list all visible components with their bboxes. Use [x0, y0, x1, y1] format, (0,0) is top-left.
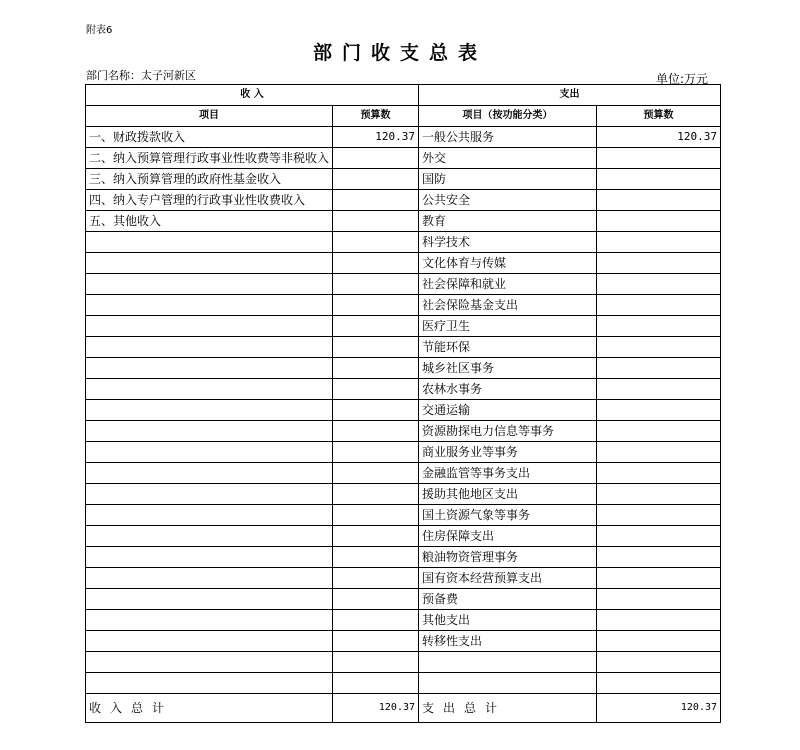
budget-table-body [86, 85, 721, 723]
income-item-header: 项目 [86, 106, 333, 127]
department-name: 部门名称：太子河新区 [86, 69, 196, 82]
expense-amount-cell [597, 547, 721, 568]
expense-item-cell: 城乡社区事务 [419, 358, 597, 379]
expense-item-cell: 交通运输 [419, 400, 597, 421]
expense-amount-cell [597, 358, 721, 379]
income-item-cell [86, 400, 333, 421]
table-row [86, 148, 721, 169]
expense-amount-cell [597, 232, 721, 253]
income-item-cell: 三、纳入预算管理的政府性基金收入 [86, 169, 333, 190]
expense-amount-cell [597, 316, 721, 337]
income-item-cell [86, 484, 333, 505]
table-row [86, 127, 721, 148]
income-item-cell: 一、财政拨款收入 [86, 127, 333, 148]
income-amount-cell [333, 190, 419, 211]
expense-item-cell: 农林水事务 [419, 379, 597, 400]
expense-section-header: 支出 [419, 85, 721, 106]
table-row [86, 526, 721, 547]
expense-item-cell: 文化体育与传媒 [419, 253, 597, 274]
expense-item-cell: 国土资源气象等事务 [419, 505, 597, 526]
income-amount-cell [333, 652, 419, 673]
income-item-cell [86, 463, 333, 484]
income-amount-cell [333, 568, 419, 589]
income-amount-cell [333, 610, 419, 631]
expense-amount-cell [597, 589, 721, 610]
table-row [86, 463, 721, 484]
income-item-cell [86, 274, 333, 295]
expense-item-cell: 援助其他地区支出 [419, 484, 597, 505]
table-row [86, 358, 721, 379]
table-row [86, 274, 721, 295]
income-item-cell [86, 568, 333, 589]
expense-amount-cell [597, 253, 721, 274]
expense-amount-cell [597, 337, 721, 358]
income-item-cell [86, 652, 333, 673]
header-row-sections [86, 85, 721, 106]
table-row [86, 505, 721, 526]
expense-amount-cell [597, 274, 721, 295]
table-row [86, 232, 721, 253]
expense-total-label: 支出总计 [419, 694, 597, 723]
expense-amount-cell [597, 442, 721, 463]
income-item-cell [86, 505, 333, 526]
expense-amount-cell [597, 526, 721, 547]
income-amount-cell [333, 358, 419, 379]
expense-item-cell: 转移性支出 [419, 631, 597, 652]
income-amount-cell [333, 169, 419, 190]
income-item-cell [86, 253, 333, 274]
income-item-cell: 二、纳入预算管理行政事业性收费等非税收入 [86, 148, 333, 169]
table-row [86, 253, 721, 274]
income-amount-cell [333, 631, 419, 652]
income-amount-cell [333, 547, 419, 568]
income-total-label: 收入总计 [86, 694, 333, 723]
income-amount-cell [333, 463, 419, 484]
expense-amount-cell [597, 631, 721, 652]
income-item-cell [86, 232, 333, 253]
income-amount-cell [333, 484, 419, 505]
income-amount-cell [333, 316, 419, 337]
expense-amount-cell [597, 652, 721, 673]
table-row [86, 169, 721, 190]
income-item-cell [86, 631, 333, 652]
income-item-cell [86, 295, 333, 316]
expense-item-cell: 粮油物资管理事务 [419, 547, 597, 568]
table-row [86, 610, 721, 631]
expense-item-cell: 资源勘探电力信息等事务 [419, 421, 597, 442]
expense-amount-cell [597, 568, 721, 589]
table-row [86, 190, 721, 211]
expense-item-header: 项目（按功能分类） [419, 106, 597, 127]
expense-item-cell: 一般公共服务 [419, 127, 597, 148]
expense-amount-cell [597, 673, 721, 694]
header-row-columns [86, 106, 721, 127]
expense-amount-cell [597, 190, 721, 211]
table-row [86, 547, 721, 568]
expense-amount-cell [597, 421, 721, 442]
table-row [86, 652, 721, 673]
income-amount-cell [333, 442, 419, 463]
income-total-amount: 120.37 [333, 694, 419, 723]
income-amount-cell [333, 148, 419, 169]
income-item-cell [86, 379, 333, 400]
budget-table [85, 84, 721, 723]
expense-amount-cell [597, 379, 721, 400]
income-amount-cell [333, 295, 419, 316]
expense-item-cell: 医疗卫生 [419, 316, 597, 337]
expense-item-cell [419, 652, 597, 673]
income-amount-cell [333, 211, 419, 232]
income-item-cell [86, 673, 333, 694]
expense-item-cell: 金融监管等事务支出 [419, 463, 597, 484]
expense-amount-cell [597, 484, 721, 505]
expense-amount-cell [597, 295, 721, 316]
table-row [86, 295, 721, 316]
income-section-header: 收 入 [86, 85, 419, 106]
expense-amount-cell [597, 400, 721, 421]
income-amount-cell [333, 526, 419, 547]
expense-amount-cell: 120.37 [597, 127, 721, 148]
income-item-cell [86, 610, 333, 631]
table-row [86, 379, 721, 400]
expense-item-cell: 节能环保 [419, 337, 597, 358]
income-item-cell [86, 526, 333, 547]
table-row [86, 211, 721, 232]
totals-row [86, 694, 721, 723]
expense-amount-cell [597, 148, 721, 169]
expense-item-cell: 社会保险基金支出 [419, 295, 597, 316]
income-item-cell [86, 358, 333, 379]
table-row [86, 484, 721, 505]
table-row [86, 400, 721, 421]
income-item-cell: 四、纳入专户管理的行政事业性收费收入 [86, 190, 333, 211]
income-amount-cell [333, 400, 419, 421]
income-amount-cell [333, 274, 419, 295]
table-row [86, 421, 721, 442]
income-amount-cell: 120.37 [333, 127, 419, 148]
income-item-cell [86, 442, 333, 463]
expense-amount-cell [597, 610, 721, 631]
expense-item-cell: 商业服务业等事务 [419, 442, 597, 463]
annex-label: 附表6 [86, 25, 113, 36]
income-amount-cell [333, 673, 419, 694]
table-row [86, 337, 721, 358]
expense-item-cell: 科学技术 [419, 232, 597, 253]
income-amount-cell [333, 589, 419, 610]
income-amount-cell [333, 421, 419, 442]
table-row [86, 589, 721, 610]
expense-item-cell: 其他支出 [419, 610, 597, 631]
income-item-cell: 五、其他收入 [86, 211, 333, 232]
expense-amount-cell [597, 505, 721, 526]
expense-budget-header: 预算数 [597, 106, 721, 127]
table-row [86, 316, 721, 337]
income-amount-cell [333, 232, 419, 253]
income-item-cell [86, 589, 333, 610]
expense-item-cell: 国有资本经营预算支出 [419, 568, 597, 589]
income-item-cell [86, 547, 333, 568]
table-row [86, 631, 721, 652]
income-item-cell [86, 421, 333, 442]
expense-item-cell: 国防 [419, 169, 597, 190]
expense-amount-cell [597, 169, 721, 190]
income-budget-header: 预算数 [333, 106, 419, 127]
expense-item-cell: 外交 [419, 148, 597, 169]
income-item-cell [86, 337, 333, 358]
expense-item-cell: 公共安全 [419, 190, 597, 211]
expense-item-cell: 教育 [419, 211, 597, 232]
page-title: 部门收支总表 [312, 42, 487, 64]
table-row [86, 442, 721, 463]
table-row [86, 673, 721, 694]
income-item-cell [86, 316, 333, 337]
expense-item-cell: 住房保障支出 [419, 526, 597, 547]
expense-item-cell: 社会保障和就业 [419, 274, 597, 295]
expense-total-amount: 120.37 [597, 694, 721, 723]
expense-amount-cell [597, 463, 721, 484]
income-amount-cell [333, 379, 419, 400]
unit-label: 单位:万元 [656, 72, 709, 86]
income-amount-cell [333, 337, 419, 358]
expense-item-cell: 预备费 [419, 589, 597, 610]
table-row [86, 568, 721, 589]
income-amount-cell [333, 253, 419, 274]
income-amount-cell [333, 505, 419, 526]
expense-item-cell [419, 673, 597, 694]
expense-amount-cell [597, 211, 721, 232]
